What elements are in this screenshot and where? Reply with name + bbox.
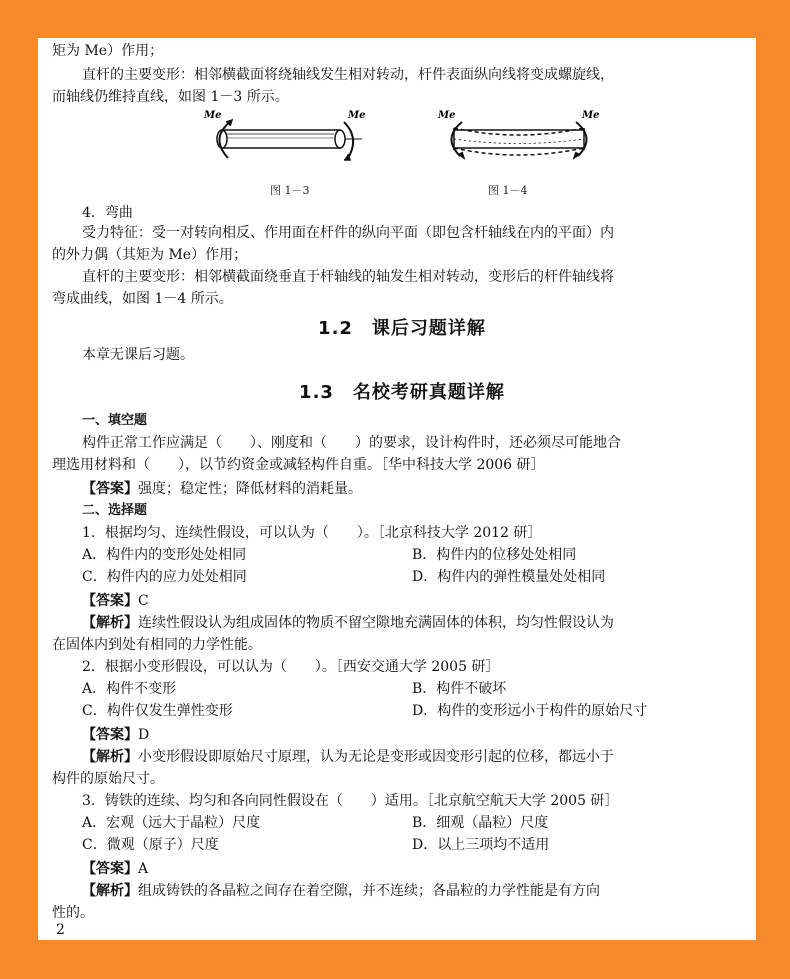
bending-p1b: 的外力偶（其矩为 Me）作用； [52,247,248,263]
fill-question-line1: 构件正常工作应满足（ ）、刚度和（ ）的要求，设计构件时，还必须尽可能地合 [82,435,621,451]
q2-option-b: B．构件不破坏 [412,681,507,697]
fill-question-line2: 理选用材料和（ ），以节约资金或减轻构件自重。［华中科技大学 2006 研］ [52,457,545,473]
q2-option-c: C．构件仅发生弹性变形 [82,703,233,719]
q2-stem: 2．根据小变形假设，可以认为（ ）。［西安交通大学 2005 研］ [82,659,500,675]
q2-explain-text1: 小变形假设即原始尺寸原理，认为无论是变形或因变形引起的位移，都远小于 [138,749,614,765]
bending-p1a: 受力特征：受一对转向相反、作用面在杆件的纵向平面（即包含杆轴线在内的平面）内 [82,225,614,241]
q1-option-c: C．构件内的应力处处相同 [82,569,247,585]
page-number: 2 [56,922,65,938]
top-line-2: 直杆的主要变形：相邻横截面将绕轴线发生相对转动，杆件表面纵向线将变成螺旋线， [82,67,614,83]
moment-label-left: Me [204,110,222,121]
top-line-1: 矩为 Me）作用； [52,43,164,59]
q1-stem: 1．根据均匀、连续性假设，可以认为（ ）。［北京科技大学 2012 研］ [82,525,542,541]
q2-answer [82,726,149,744]
moment-label-right-2: Me [582,110,600,121]
q2-explain-line1 [82,748,614,766]
section-1-2-title: 1.2 课后习题详解 [318,318,486,339]
q2-explain-line2: 构件的原始尺寸。 [52,771,164,787]
q3-option-b: B．细观（晶粒）尺度 [412,815,549,831]
figure-1-3-torsion [202,108,372,178]
answer-tag: 【答案】 [82,727,138,743]
figure-1-3-caption: 图 1－3 [270,184,310,197]
figure-1-4-bending [432,108,607,178]
answer-tag: 【答案】 [82,593,138,609]
q1-answer [82,592,149,610]
q1-option-b: B．构件内的位移处处相同 [412,547,577,563]
q1-option-d: D．构件内的弹性模量处处相同 [412,569,606,585]
answer-tag: 【答案】 [82,481,138,497]
q1-explain-text1: 连续性假设认为组成固体的物质不留空隙地充满固体的体积，均匀性假设认为 [138,615,614,631]
q3-stem: 3．铸铁的连续、均匀和各向同性假设在（ ）适用。［北京航空航天大学 2005 研］ [82,793,619,809]
moment-label-left-2: Me [438,110,456,121]
section-1-2-text: 本章无课后习题。 [82,347,194,363]
fill-heading: 一、填空题 [82,413,148,428]
fill-answer-text: 强度；稳定性；降低材料的消耗量。 [138,481,362,497]
q2-option-a: A．构件不变形 [82,681,177,697]
q1-explain-line2: 在固体内到处有相同的力学性能。 [52,637,262,653]
q3-answer-value: A [138,861,149,877]
q3-explain-line2: 性的。 [52,905,94,921]
moment-label-right: Me [348,110,366,121]
fill-answer [82,480,362,498]
choice-heading: 二、选择题 [82,503,148,518]
answer-tag: 【答案】 [82,861,138,877]
explain-tag: 【解析】 [82,749,138,765]
q3-option-c: C．微观（原子）尺度 [82,837,219,853]
q1-answer-value: C [138,593,149,609]
figure-1-4-caption: 图 1－4 [488,184,528,197]
q2-option-d: D．构件的变形远小于构件的原始尺寸 [412,703,648,719]
q3-explain-line1 [82,882,600,900]
bending-heading: 4．弯曲 [82,205,133,221]
q3-answer [82,860,148,878]
explain-tag: 【解析】 [82,883,138,899]
q1-option-a: A．构件内的变形处处相同 [82,547,247,563]
q1-explain-line1 [82,614,614,632]
bending-p2a: 直杆的主要变形：相邻横截面绕垂直于杆轴线的轴发生相对转动，变形后的杆件轴线将 [82,269,614,285]
section-1-3-title: 1.3 名校考研真题详解 [299,382,505,403]
bending-p2b: 弯成曲线，如图 1－4 所示。 [52,291,233,307]
q3-explain-text1: 组成铸铁的各晶粒之间存在着空隙，并不连续；各晶粒的力学性能是有方向 [138,883,600,899]
q3-option-d: D．以上三项均不适用 [412,837,550,853]
top-line-3: 而轴线仍维持直线，如图 1－3 所示。 [52,89,289,105]
q3-option-a: A．宏观（远大于晶粒）尺度 [82,815,261,831]
q2-answer-value: D [138,727,150,743]
book-page [38,38,756,940]
explain-tag: 【解析】 [82,615,138,631]
